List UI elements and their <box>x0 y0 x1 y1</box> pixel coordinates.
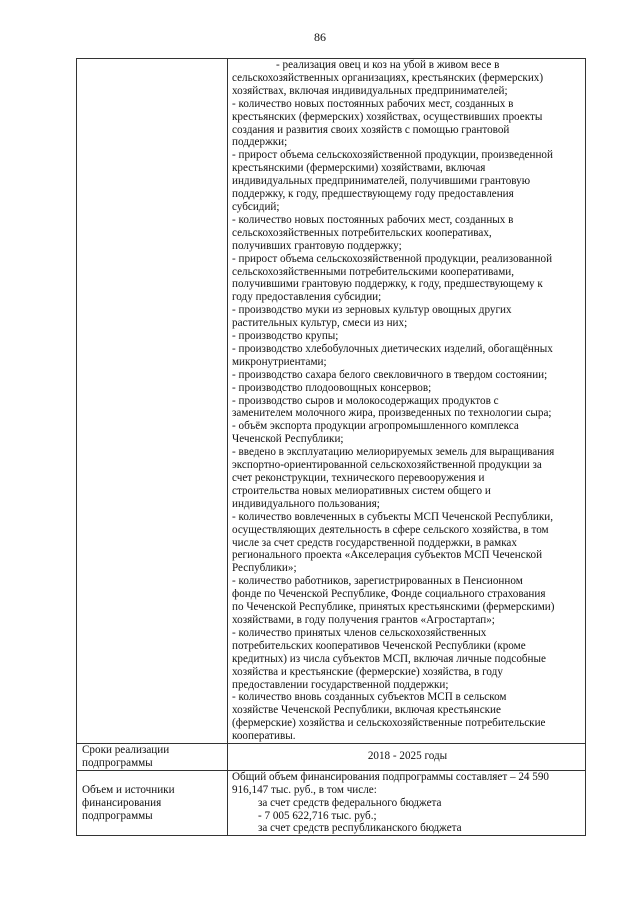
indicator-line: - производство муки из зерновых культур овощных других <box>232 304 512 317</box>
financing-label: Объем и источники <box>82 783 175 796</box>
financing-line: за счет средств федерального бюджета <box>258 796 442 809</box>
financing-line: 916,147 тыс. руб., в том числе: <box>232 783 377 796</box>
indicator-line: крестьянских (фермерских) хозяйствах, осуществивших проекты <box>232 110 543 123</box>
terms-label: подпрограммы <box>82 756 153 769</box>
indicator-line: - объём экспорта продукции агропромышленного комплекса <box>232 420 519 433</box>
indicator-line: - количество новых постоянных рабочих мест, созданных в <box>232 97 514 110</box>
indicator-line: - количество вновь созданных субъектов МСП в сельском <box>232 691 507 704</box>
indicator-line: сельскохозяйственных организациях, крестьянских (фермерских) <box>232 71 544 84</box>
indicator-line: индивидуальных предпринимателей, получившими грантовую <box>232 175 531 188</box>
indicator-line: - производство плодоовощных консервов; <box>232 381 432 394</box>
indicator-line: - производство крупы; <box>232 330 339 343</box>
financing-value-cell <box>228 770 586 836</box>
indicator-line: - производство хлебобулочных диетических изделий, обогащённых <box>232 342 553 355</box>
indicator-line: растительных культур, смеси из них; <box>232 317 408 330</box>
indicator-line: - количество работников, зарегистрированных в Пенсионном <box>232 575 523 588</box>
indicator-line: хозяйства и крестьянские (фермерские) хозяйства, в году <box>232 665 503 678</box>
indicator-line: по Чеченской Республике, принятых крестьянскими (фермерскими) <box>232 601 555 614</box>
indicator-line: поддержки; <box>232 136 288 149</box>
indicator-line: - производство сахара белого свекловичного в твердом состоянии; <box>232 368 548 381</box>
indicator-line: - прирост объема сельскохозяйственной продукции, произведенной <box>232 149 553 162</box>
financing-label: подпрограммы <box>82 809 153 822</box>
financing-line: за счет средств республиканского бюджета <box>258 822 462 835</box>
indicator-line: экспортно-ориентированной сельскохозяйственной продукции за <box>232 459 542 472</box>
indicator-line: сельскохозяйственными потребительскими кооперативами, <box>232 265 515 278</box>
terms-label-cell <box>77 744 228 771</box>
indicator-line: микронутриентами; <box>232 355 327 368</box>
indicators-label-cell <box>77 59 228 744</box>
indicator-line: сельскохозяйственных потребительских кооперативах, <box>232 226 492 239</box>
indicator-line: - производство сыров и молокосодержащих продуктов с <box>232 394 499 407</box>
indicator-line: крестьянскими (фермерскими) хозяйствами, включая <box>232 162 486 175</box>
page-number: 86 <box>314 30 326 44</box>
indicator-line: заменителем молочного жира, произведенных по технологии сыра; <box>232 407 552 420</box>
financing-line: Общий объем финансирования подпрограммы составляет – 24 590 <box>232 770 550 783</box>
indicator-line: хозяйстве Чеченской Республики, включая крестьянские <box>232 704 501 717</box>
indicator-line: хозяйствах, включая индивидуальных предпринимателей; <box>232 84 508 97</box>
indicator-line: - количество новых постоянных рабочих мест, созданных в <box>232 213 514 226</box>
indicator-line: кредитных) из числа субъектов МСП, включая личные подсобные <box>232 652 546 665</box>
table-row <box>77 770 586 836</box>
terms-value-cell <box>228 744 586 771</box>
indicator-line: субсидий; <box>232 200 280 213</box>
indicator-line: получивших грантовую поддержку; <box>232 239 402 252</box>
indicator-line: строительства новых мелиоративных систем общего и <box>232 484 491 497</box>
indicator-line: осуществляющих деятельность в сфере сельского хозяйства, в том <box>232 523 549 536</box>
financing-line: - 7 005 622,716 тыс. руб.; <box>258 809 377 822</box>
indicator-line: хозяйствами, в году получения грантов «Агростартап»; <box>232 613 495 626</box>
indicator-line: регионального проекта «Акселерация субъектов МСП Чеченской <box>232 549 543 562</box>
subprogram-passport-table <box>76 58 586 836</box>
indicator-line: (фермерские) хозяйства и сельскохозяйственные потребительские <box>232 717 546 730</box>
indicator-line: индивидуального пользования; <box>232 497 380 510</box>
table-row <box>77 744 586 771</box>
indicator-line: получившими грантовую поддержку, к году, предшествующему к <box>232 278 543 291</box>
indicator-line: фонде по Чеченской Республике, Фонде социального страхования <box>232 588 546 601</box>
indicator-line: Чеченской Республики; <box>232 433 344 446</box>
table-row <box>77 59 586 744</box>
terms-label: Сроки реализации <box>82 744 170 757</box>
financing-label: финансирования <box>82 796 162 809</box>
indicator-line: - количество вовлеченных в субъекты МСП Чеченской Республики, <box>232 510 554 523</box>
terms-value: 2018 - 2025 годы <box>367 750 448 763</box>
indicator-line: кооперативы. <box>232 730 296 743</box>
indicator-line: счет реконструкции, технического перевооружения и <box>232 472 485 484</box>
indicator-line: - прирост объема сельскохозяйственной продукции, реализованной <box>232 252 553 265</box>
indicator-line: потребительских кооперативов Чеченской Республики (кроме <box>232 639 526 652</box>
indicator-line: создания и развития своих хозяйств с помощью грантовой <box>232 123 510 136</box>
indicator-line: поддержку, к году, предшествующему году предоставления <box>232 188 514 201</box>
indicator-line: году предоставления субсидии; <box>232 291 382 304</box>
indicator-line: предоставлении государственной поддержки; <box>232 678 449 691</box>
indicators-value-cell <box>228 59 586 744</box>
indicator-line: - реализация овец и коз на убой в живом весе в <box>276 59 500 71</box>
indicator-line: - количество принятых членов сельскохозяйственных <box>232 626 487 639</box>
indicator-line: - введено в эксплуатацию мелиорируемых земель для выращивания <box>232 446 555 459</box>
financing-label-cell <box>77 770 228 836</box>
indicator-line: числе за счет средств государственной поддержки, в рамках <box>232 536 517 549</box>
indicator-line: Республики»; <box>232 562 297 575</box>
